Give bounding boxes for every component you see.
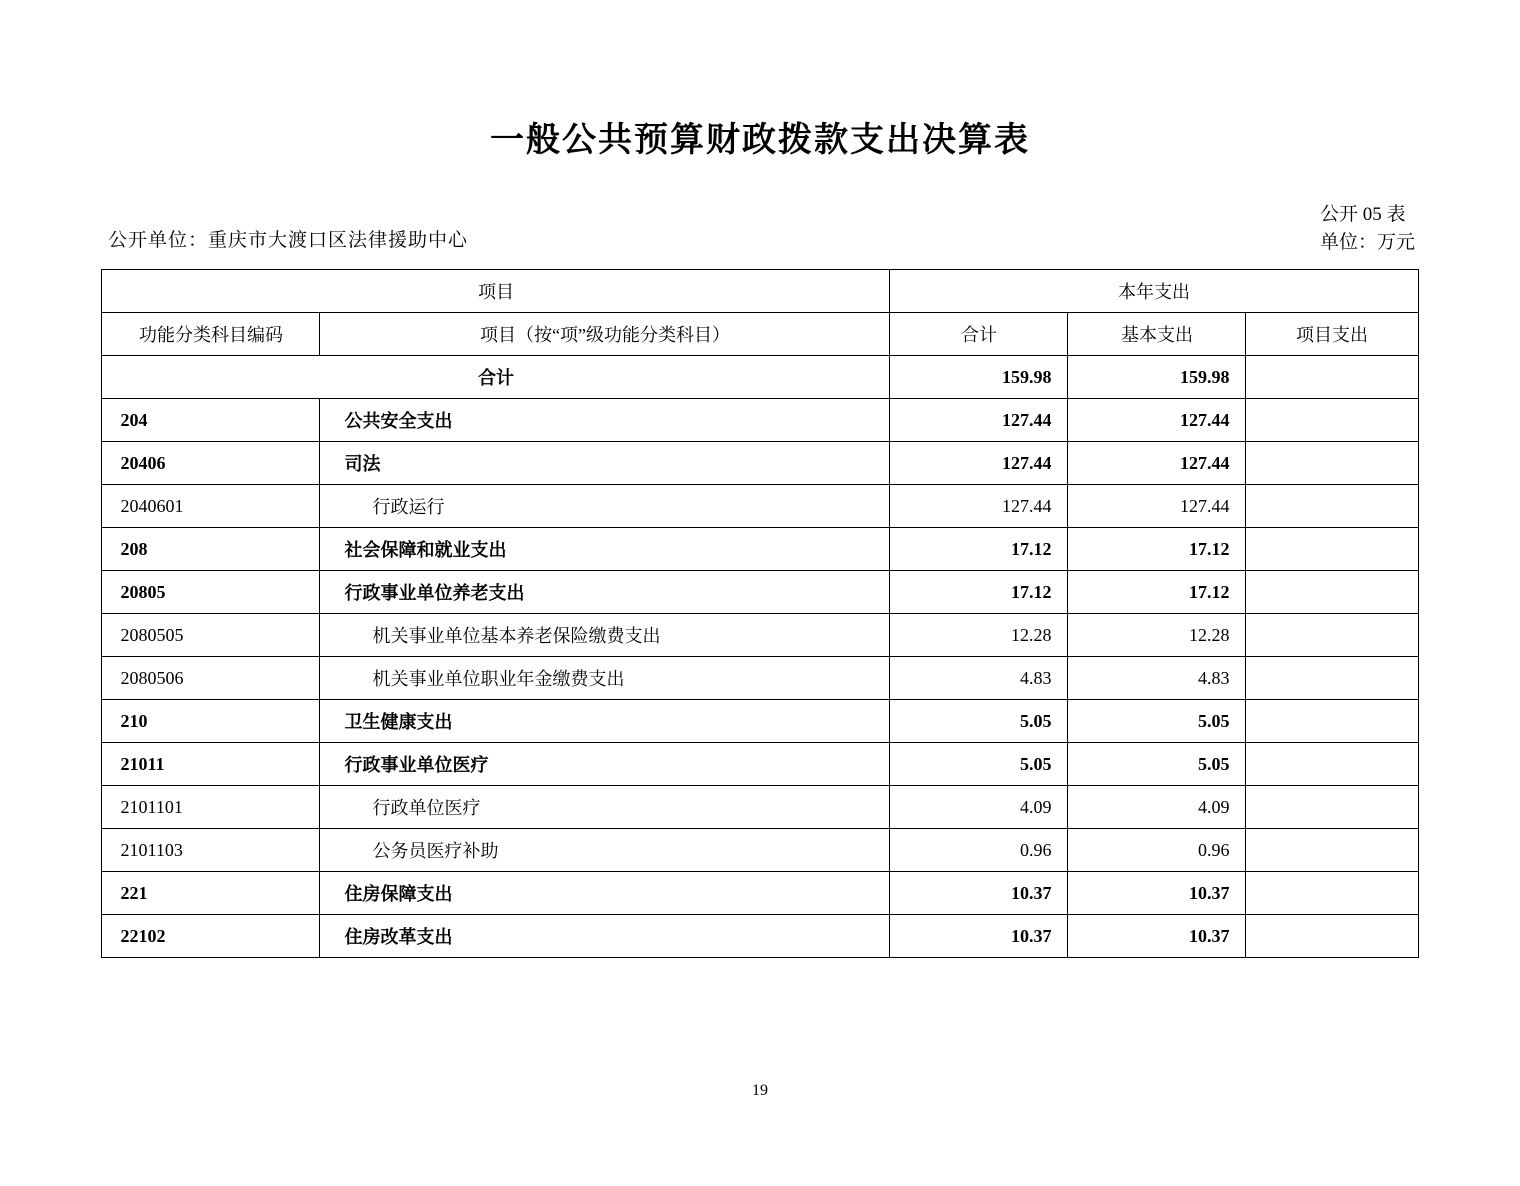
row-basic: 127.44 [1068, 485, 1246, 528]
row-project [1246, 571, 1418, 614]
table-row [102, 356, 1418, 399]
row-name: 司法 [320, 442, 890, 485]
row-code: 2080506 [102, 657, 320, 700]
row-basic: 10.37 [1068, 872, 1246, 915]
table-row [102, 872, 1418, 915]
row-project [1246, 442, 1418, 485]
row-basic: 10.37 [1068, 915, 1246, 958]
row-total: 10.37 [890, 915, 1068, 958]
table-row [102, 700, 1418, 743]
row-code: 2080505 [102, 614, 320, 657]
budget-expenditure-table [101, 269, 1418, 958]
row-total: 4.83 [890, 657, 1068, 700]
row-project [1246, 786, 1418, 829]
row-project [1246, 485, 1418, 528]
row-name: 公共安全支出 [320, 399, 890, 442]
row-name: 机关事业单位基本养老保险缴费支出 [320, 614, 890, 657]
row-code: 2101101 [102, 786, 320, 829]
row-total: 17.12 [890, 528, 1068, 571]
row-label-total: 合计 [102, 356, 890, 399]
row-code: 204 [102, 399, 320, 442]
row-basic: 0.96 [1068, 829, 1246, 872]
row-code: 21011 [102, 743, 320, 786]
row-code: 20805 [102, 571, 320, 614]
table-row [102, 528, 1418, 571]
row-name: 卫生健康支出 [320, 700, 890, 743]
table-row [102, 399, 1418, 442]
row-project [1246, 528, 1418, 571]
row-name: 社会保障和就业支出 [320, 528, 890, 571]
table-row [102, 485, 1418, 528]
row-basic: 4.83 [1068, 657, 1246, 700]
row-project [1246, 399, 1418, 442]
row-project [1246, 872, 1418, 915]
row-basic: 5.05 [1068, 700, 1246, 743]
publisher-label: 公开单位：重庆市大渡口区法律援助中心 [108, 230, 469, 251]
row-total: 12.28 [890, 614, 1068, 657]
row-basic: 5.05 [1068, 743, 1246, 786]
row-name: 机关事业单位职业年金缴费支出 [320, 657, 890, 700]
row-basic: 17.12 [1068, 528, 1246, 571]
header-col-basic: 基本支出 [1068, 313, 1246, 356]
row-name: 行政事业单位医疗 [320, 743, 890, 786]
row-project [1246, 700, 1418, 743]
row-code: 20406 [102, 442, 320, 485]
table-header-group-row [102, 270, 1418, 313]
document-page [0, 112, 1520, 1186]
row-basic: 127.44 [1068, 442, 1246, 485]
header-col-name: 项目（按“项”级功能分类科目） [320, 313, 890, 356]
row-name: 住房保障支出 [320, 872, 890, 915]
table-row [102, 786, 1418, 829]
row-total: 10.37 [890, 872, 1068, 915]
row-total: 127.44 [890, 485, 1068, 528]
table-row [102, 657, 1418, 700]
page-title: 一般公共预算财政拨款支出决算表 [490, 121, 1030, 159]
header-group-year-expense: 本年支出 [890, 270, 1418, 313]
table-row [102, 614, 1418, 657]
table-header-row [102, 313, 1418, 356]
row-code: 2101103 [102, 829, 320, 872]
row-total: 127.44 [890, 399, 1068, 442]
unit-label: 单位：万元 [1319, 231, 1415, 253]
table-row [102, 571, 1418, 614]
form-meta [1320, 201, 1415, 256]
row-basic: 127.44 [1068, 399, 1246, 442]
header-col-total: 合计 [890, 313, 1068, 356]
row-basic: 4.09 [1068, 786, 1246, 829]
document-meta [0, 204, 1520, 259]
row-total: 5.05 [890, 743, 1068, 786]
row-project [1246, 356, 1418, 399]
row-name: 行政运行 [320, 485, 890, 528]
row-name: 住房改革支出 [320, 915, 890, 958]
row-code: 210 [102, 700, 320, 743]
table-row [102, 829, 1418, 872]
row-total: 4.09 [890, 786, 1068, 829]
row-total: 0.96 [890, 829, 1068, 872]
row-project [1246, 915, 1418, 958]
header-group-item: 项目 [102, 270, 890, 313]
row-name: 公务员医疗补助 [320, 829, 890, 872]
row-name: 行政事业单位养老支出 [320, 571, 890, 614]
row-basic: 17.12 [1068, 571, 1246, 614]
table-row [102, 743, 1418, 786]
row-code: 2040601 [102, 485, 320, 528]
page-number: 19 [752, 1082, 768, 1099]
row-project [1246, 743, 1418, 786]
row-total: 5.05 [890, 700, 1068, 743]
form-number: 公开 05 表 [1319, 204, 1406, 225]
row-name: 行政单位医疗 [320, 786, 890, 829]
row-code: 208 [102, 528, 320, 571]
row-project [1246, 614, 1418, 657]
row-project [1246, 829, 1418, 872]
table-row [102, 442, 1418, 485]
row-total: 127.44 [890, 442, 1068, 485]
row-code: 221 [102, 872, 320, 915]
header-col-code: 功能分类科目编码 [102, 313, 320, 356]
table-row [102, 915, 1418, 958]
row-basic: 159.98 [1068, 356, 1246, 399]
row-code: 22102 [102, 915, 320, 958]
row-total: 159.98 [890, 356, 1068, 399]
row-basic: 12.28 [1068, 614, 1246, 657]
header-col-project: 项目支出 [1246, 313, 1418, 356]
row-project [1246, 657, 1418, 700]
row-total: 17.12 [890, 571, 1068, 614]
